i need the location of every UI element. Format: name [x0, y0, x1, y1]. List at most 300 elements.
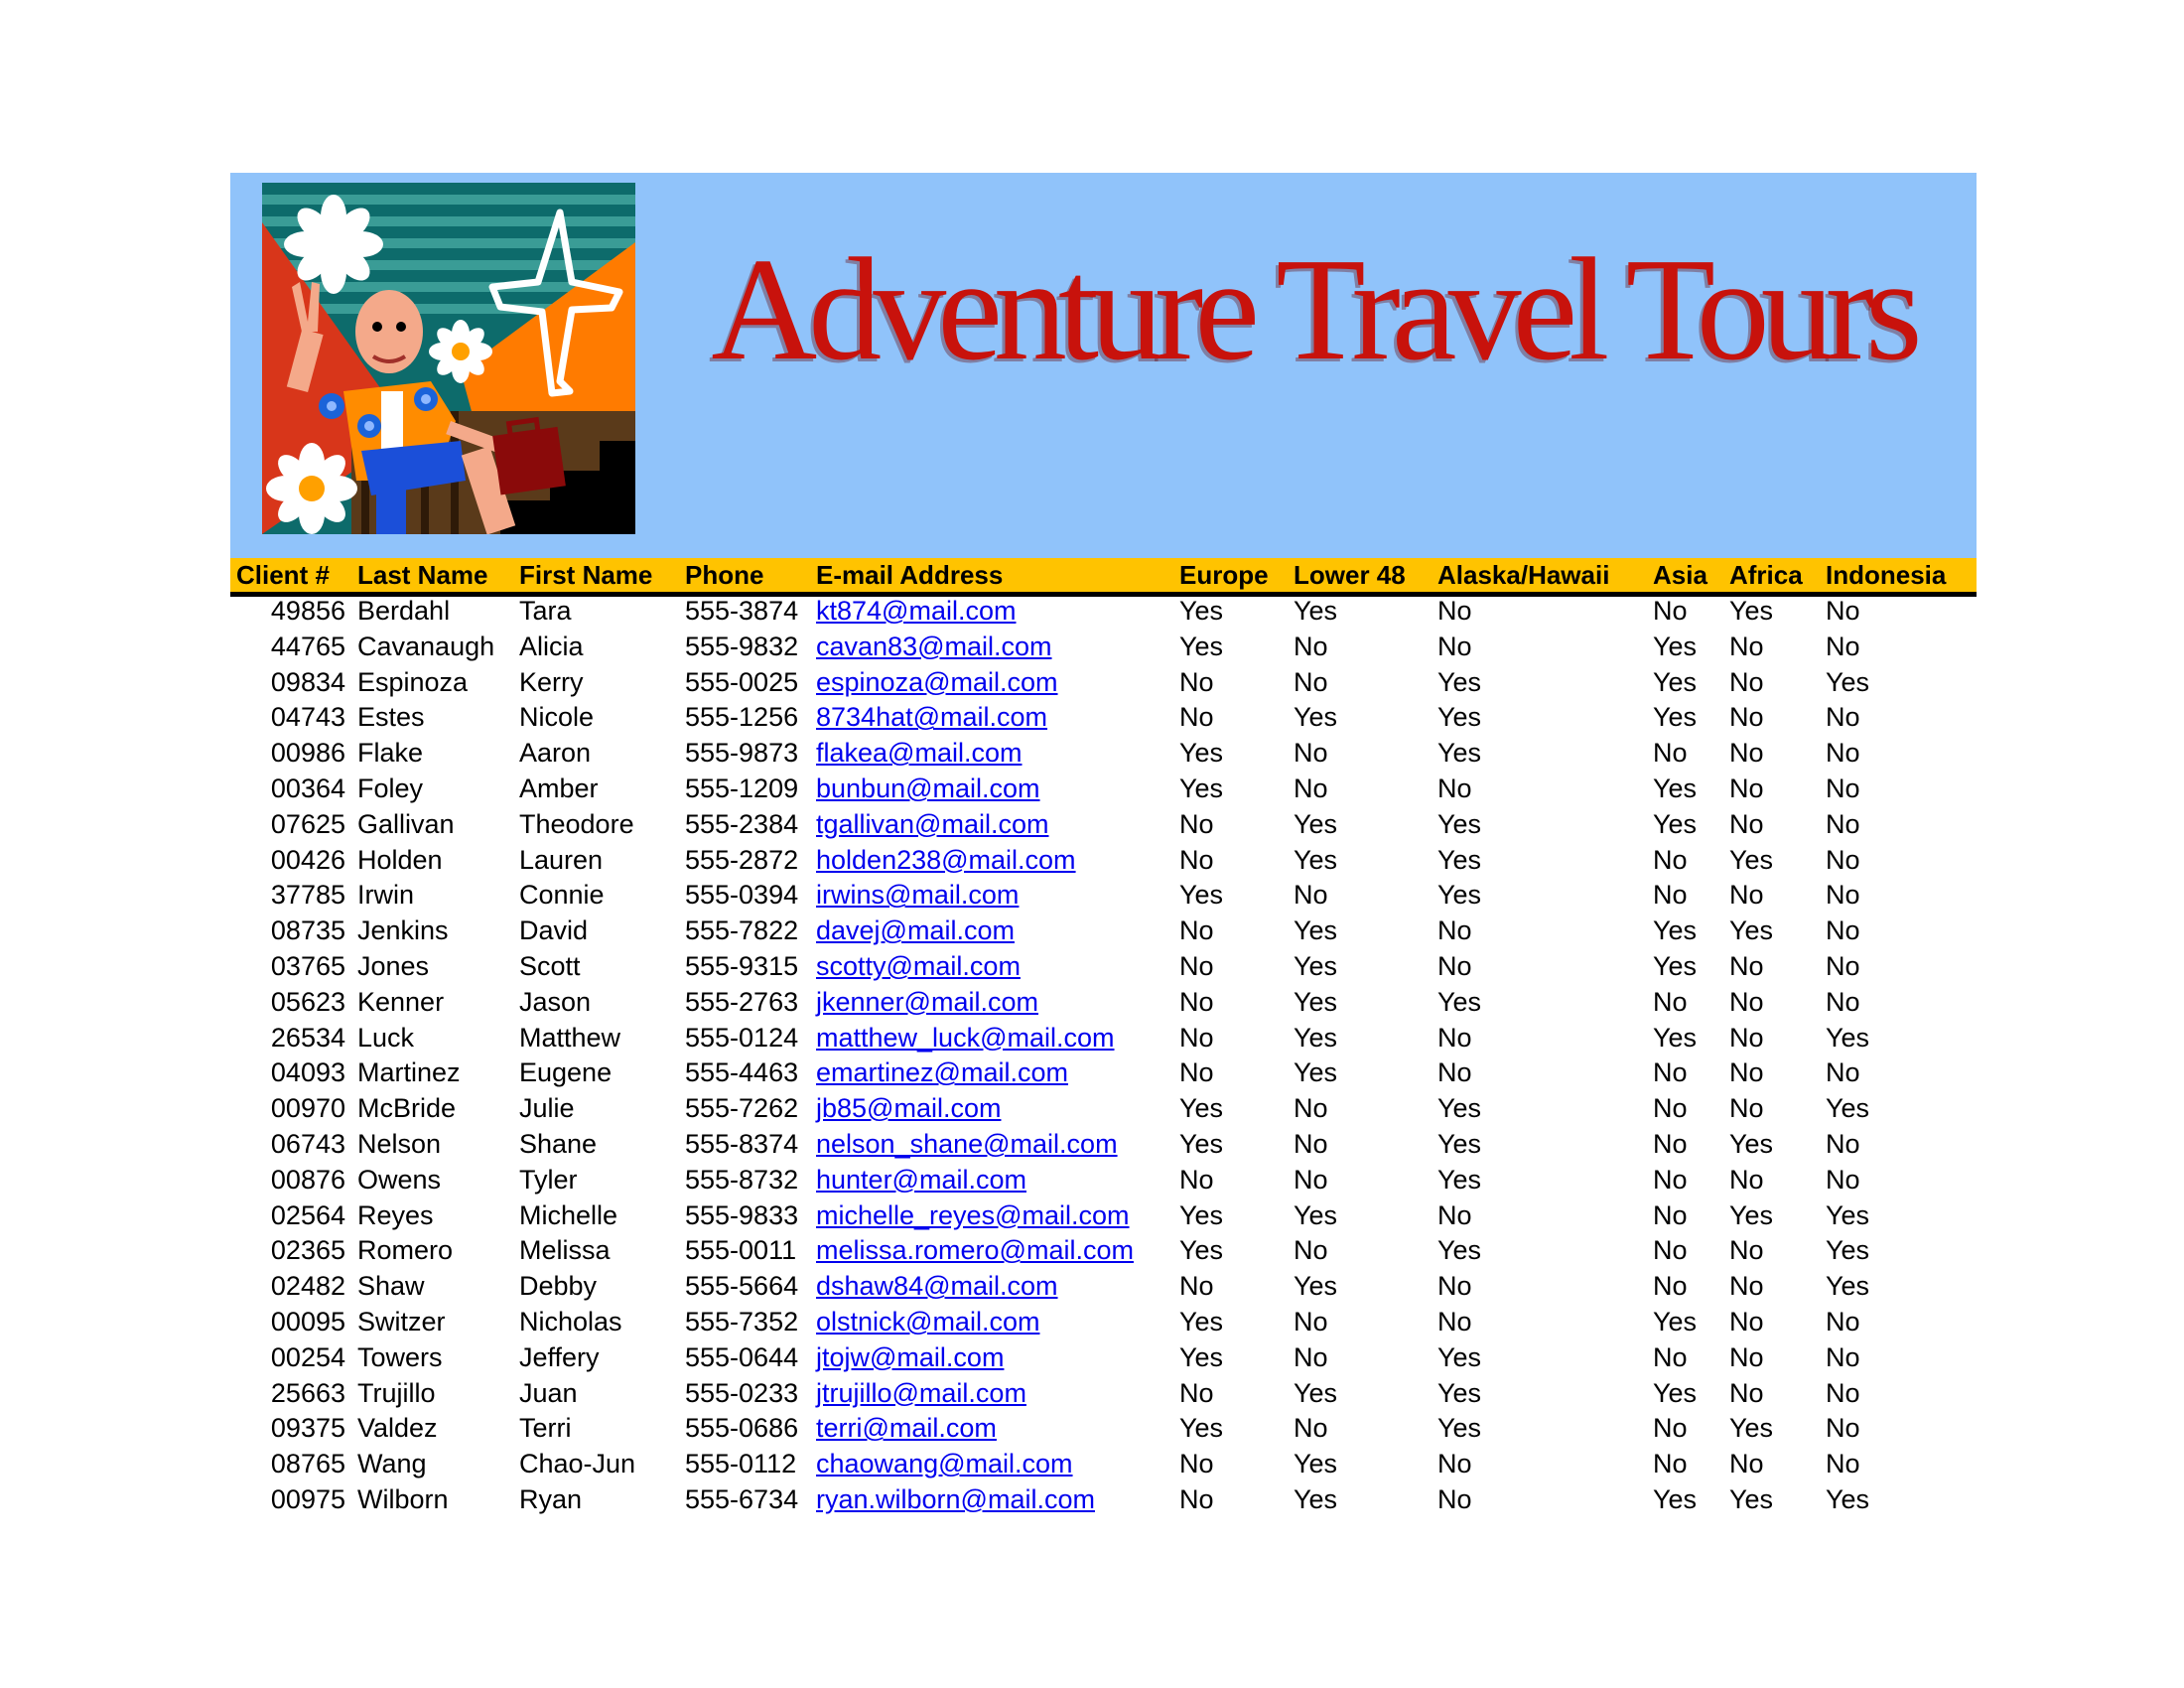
table-row: [0, 1091, 2184, 1127]
table-row: [0, 665, 2184, 701]
column-header-first-name: First Name: [519, 560, 653, 590]
client-number-cell: 09375: [270, 1413, 345, 1444]
africa-cell: No: [1729, 1306, 1764, 1336]
last-name-cell: Trujillo: [357, 1377, 436, 1408]
email-cell[interactable]: jtojw@mail.com: [816, 1341, 1005, 1372]
alaska-hawaii-cell: No: [1437, 631, 1472, 661]
last-name-cell: Berdahl: [357, 596, 451, 626]
lower-48-cell: No: [1294, 1093, 1328, 1124]
lower-48-cell: Yes: [1294, 702, 1338, 733]
email-cell[interactable]: irwins@mail.com: [816, 880, 1020, 911]
phone-cell: 555-9315: [685, 950, 799, 981]
alaska-hawaii-cell: Yes: [1437, 1377, 1482, 1408]
table-row: [0, 985, 2184, 1021]
first-name-cell: Amber: [519, 773, 599, 803]
alaska-hawaii-cell: Yes: [1437, 702, 1482, 733]
phone-cell: 555-9873: [685, 738, 799, 769]
lower-48-cell: No: [1294, 631, 1328, 661]
indonesia-cell: No: [1826, 880, 1860, 911]
last-name-cell: Gallivan: [357, 808, 455, 839]
first-name-cell: Jason: [519, 986, 592, 1017]
indonesia-cell: Yes: [1826, 1271, 1870, 1302]
client-table: [0, 594, 2184, 1518]
first-name-cell: Jeffery: [519, 1341, 600, 1372]
indonesia-cell: No: [1826, 1128, 1860, 1159]
last-name-cell: Holden: [357, 844, 443, 875]
last-name-cell: Martinez: [357, 1057, 461, 1088]
africa-cell: Yes: [1729, 1128, 1774, 1159]
europe-cell: No: [1179, 1271, 1214, 1302]
alaska-hawaii-cell: Yes: [1437, 1128, 1482, 1159]
table-row: [0, 1482, 2184, 1518]
africa-cell: Yes: [1729, 1199, 1774, 1230]
email-cell[interactable]: olstnick@mail.com: [816, 1306, 1040, 1336]
first-name-cell: Debby: [519, 1271, 598, 1302]
table-row: [0, 1055, 2184, 1091]
lower-48-cell: Yes: [1294, 1199, 1338, 1230]
last-name-cell: Espinoza: [357, 666, 469, 697]
africa-cell: No: [1729, 702, 1764, 733]
first-name-cell: Lauren: [519, 844, 604, 875]
phone-cell: 555-6734: [685, 1483, 799, 1514]
column-header-indonesia: Indonesia: [1826, 560, 1947, 590]
client-number-cell: 49856: [270, 596, 345, 626]
client-number-cell: 00970: [270, 1093, 345, 1124]
africa-cell: Yes: [1729, 1413, 1774, 1444]
first-name-cell: Alicia: [519, 631, 584, 661]
client-number-cell: 44765: [270, 631, 345, 661]
alaska-hawaii-cell: Yes: [1437, 844, 1482, 875]
first-name-cell: Ryan: [519, 1483, 583, 1514]
column-header-africa: Africa: [1729, 560, 1803, 590]
client-number-cell: 03765: [270, 950, 345, 981]
asia-cell: No: [1653, 596, 1688, 626]
email-cell[interactable]: jb85@mail.com: [816, 1093, 1002, 1124]
phone-cell: 555-5664: [685, 1271, 799, 1302]
first-name-cell: Kerry: [519, 666, 584, 697]
table-row: [0, 1340, 2184, 1376]
email-cell[interactable]: terri@mail.com: [816, 1413, 997, 1444]
last-name-cell: McBride: [357, 1093, 457, 1124]
alaska-hawaii-cell: Yes: [1437, 986, 1482, 1017]
alaska-hawaii-cell: Yes: [1437, 738, 1482, 769]
last-name-cell: Nelson: [357, 1128, 442, 1159]
europe-cell: No: [1179, 808, 1214, 839]
alaska-hawaii-cell: No: [1437, 1306, 1472, 1336]
africa-cell: No: [1729, 808, 1764, 839]
email-cell[interactable]: jkenner@mail.com: [816, 986, 1038, 1017]
europe-cell: No: [1179, 666, 1214, 697]
alaska-hawaii-cell: No: [1437, 1057, 1472, 1088]
indonesia-cell: Yes: [1826, 666, 1870, 697]
last-name-cell: Reyes: [357, 1199, 434, 1230]
africa-cell: No: [1729, 1057, 1764, 1088]
alaska-hawaii-cell: Yes: [1437, 808, 1482, 839]
last-name-cell: Estes: [357, 702, 425, 733]
indonesia-cell: No: [1826, 1306, 1860, 1336]
last-name-cell: Luck: [357, 1022, 415, 1053]
lower-48-cell: No: [1294, 666, 1328, 697]
client-number-cell: 00095: [270, 1306, 345, 1336]
lower-48-cell: No: [1294, 1164, 1328, 1195]
first-name-cell: Chao-Jun: [519, 1449, 636, 1479]
email-cell[interactable]: holden238@mail.com: [816, 844, 1076, 875]
indonesia-cell: No: [1826, 1164, 1860, 1195]
europe-cell: No: [1179, 915, 1214, 946]
table-row: [0, 736, 2184, 772]
asia-cell: Yes: [1653, 1022, 1698, 1053]
asia-cell: Yes: [1653, 808, 1698, 839]
alaska-hawaii-cell: Yes: [1437, 666, 1482, 697]
last-name-cell: Towers: [357, 1341, 443, 1372]
africa-cell: No: [1729, 1341, 1764, 1372]
client-number-cell: 04093: [270, 1057, 345, 1088]
table-row: [0, 1269, 2184, 1305]
indonesia-cell: No: [1826, 738, 1860, 769]
table-row: [0, 1376, 2184, 1412]
last-name-cell: Owens: [357, 1164, 442, 1195]
asia-cell: No: [1653, 1271, 1688, 1302]
email-cell[interactable]: bunbun@mail.com: [816, 773, 1040, 803]
email-cell[interactable]: chaowang@mail.com: [816, 1449, 1073, 1479]
lower-48-cell: Yes: [1294, 1057, 1338, 1088]
column-header-last-name: Last Name: [357, 560, 488, 590]
phone-cell: 555-2384: [685, 808, 799, 839]
lower-48-cell: No: [1294, 1341, 1328, 1372]
asia-cell: Yes: [1653, 950, 1698, 981]
table-row: [0, 807, 2184, 843]
europe-cell: No: [1179, 702, 1214, 733]
column-header-phone: Phone: [685, 560, 764, 590]
client-number-cell: 09834: [270, 666, 345, 697]
last-name-cell: Valdez: [357, 1413, 438, 1444]
asia-cell: No: [1653, 1199, 1688, 1230]
africa-cell: No: [1729, 880, 1764, 911]
client-number-cell: 00975: [270, 1483, 345, 1514]
alaska-hawaii-cell: Yes: [1437, 1093, 1482, 1124]
asia-cell: Yes: [1653, 702, 1698, 733]
last-name-cell: Jones: [357, 950, 430, 981]
europe-cell: Yes: [1179, 738, 1224, 769]
last-name-cell: Wang: [357, 1449, 427, 1479]
europe-cell: No: [1179, 950, 1214, 981]
europe-cell: No: [1179, 844, 1214, 875]
alaska-hawaii-cell: No: [1437, 950, 1472, 981]
column-header-europe: Europe: [1179, 560, 1269, 590]
email-cell[interactable]: cavan83@mail.com: [816, 631, 1052, 661]
europe-cell: No: [1179, 1164, 1214, 1195]
email-cell[interactable]: espinoza@mail.com: [816, 666, 1058, 697]
table-row: [0, 630, 2184, 665]
client-number-cell: 00426: [270, 844, 345, 875]
lower-48-cell: No: [1294, 738, 1328, 769]
lower-48-cell: Yes: [1294, 1377, 1338, 1408]
asia-cell: No: [1653, 1341, 1688, 1372]
last-name-cell: Irwin: [357, 880, 415, 911]
indonesia-cell: No: [1826, 631, 1860, 661]
indonesia-cell: Yes: [1826, 1093, 1870, 1124]
first-name-cell: Eugene: [519, 1057, 613, 1088]
phone-cell: 555-1209: [685, 773, 799, 803]
europe-cell: Yes: [1179, 1128, 1224, 1159]
alaska-hawaii-cell: No: [1437, 1022, 1472, 1053]
table-row: [0, 1411, 2184, 1447]
table-row: [0, 914, 2184, 949]
asia-cell: No: [1653, 738, 1688, 769]
phone-cell: 555-8374: [685, 1128, 799, 1159]
africa-cell: No: [1729, 1449, 1764, 1479]
phone-cell: 555-0025: [685, 666, 799, 697]
last-name-cell: Kenner: [357, 986, 445, 1017]
phone-cell: 555-7352: [685, 1306, 799, 1336]
africa-cell: No: [1729, 1377, 1764, 1408]
europe-cell: Yes: [1179, 1306, 1224, 1336]
phone-cell: 555-2763: [685, 986, 799, 1017]
email-cell[interactable]: michelle_reyes@mail.com: [816, 1199, 1130, 1230]
email-cell[interactable]: hunter@mail.com: [816, 1164, 1026, 1195]
last-name-cell: Wilborn: [357, 1483, 449, 1514]
lower-48-cell: No: [1294, 1413, 1328, 1444]
alaska-hawaii-cell: No: [1437, 1483, 1472, 1514]
phone-cell: 555-0644: [685, 1341, 799, 1372]
lower-48-cell: Yes: [1294, 1022, 1338, 1053]
client-number-cell: 07625: [270, 808, 345, 839]
first-name-cell: Aaron: [519, 738, 592, 769]
table-row: [0, 700, 2184, 736]
lower-48-cell: Yes: [1294, 950, 1338, 981]
lower-48-cell: No: [1294, 773, 1328, 803]
client-number-cell: 37785: [270, 880, 345, 911]
table-row: [0, 878, 2184, 914]
email-cell[interactable]: matthew_luck@mail.com: [816, 1022, 1115, 1053]
client-number-cell: 02365: [270, 1235, 345, 1266]
europe-cell: No: [1179, 986, 1214, 1017]
email-cell[interactable]: nelson_shane@mail.com: [816, 1128, 1118, 1159]
phone-cell: 555-0112: [685, 1449, 797, 1479]
indonesia-cell: Yes: [1826, 1199, 1870, 1230]
last-name-cell: Foley: [357, 773, 424, 803]
first-name-cell: David: [519, 915, 589, 946]
lower-48-cell: Yes: [1294, 986, 1338, 1017]
last-name-cell: Flake: [357, 738, 424, 769]
client-number-cell: 06743: [270, 1128, 345, 1159]
asia-cell: No: [1653, 986, 1688, 1017]
lower-48-cell: No: [1294, 1306, 1328, 1336]
alaska-hawaii-cell: Yes: [1437, 1164, 1482, 1195]
phone-cell: 555-9833: [685, 1199, 799, 1230]
first-name-cell: Tara: [519, 596, 572, 626]
table-row: [0, 772, 2184, 807]
table-row: [0, 1127, 2184, 1163]
africa-cell: Yes: [1729, 1483, 1774, 1514]
asia-cell: No: [1653, 1164, 1688, 1195]
client-number-cell: 08765: [270, 1449, 345, 1479]
column-header-client-number: Client #: [236, 560, 330, 590]
africa-cell: No: [1729, 1235, 1764, 1266]
africa-cell: No: [1729, 1093, 1764, 1124]
table-row: [0, 1233, 2184, 1269]
table-row: [0, 1163, 2184, 1198]
table-row: [0, 1021, 2184, 1056]
column-header-alaska-hawaii: Alaska/Hawaii: [1437, 560, 1610, 590]
first-name-cell: Scott: [519, 950, 581, 981]
africa-cell: Yes: [1729, 844, 1774, 875]
indonesia-cell: No: [1826, 773, 1860, 803]
table-row: [0, 594, 2184, 630]
alaska-hawaii-cell: No: [1437, 1199, 1472, 1230]
africa-cell: No: [1729, 1022, 1764, 1053]
phone-cell: 555-9832: [685, 631, 799, 661]
asia-cell: Yes: [1653, 666, 1698, 697]
phone-cell: 555-8732: [685, 1164, 799, 1195]
indonesia-cell: No: [1826, 808, 1860, 839]
client-number-cell: 00364: [270, 773, 345, 803]
europe-cell: No: [1179, 1483, 1214, 1514]
client-number-cell: 04743: [270, 702, 345, 733]
first-name-cell: Nicole: [519, 702, 595, 733]
email-cell[interactable]: scotty@mail.com: [816, 950, 1021, 981]
africa-cell: Yes: [1729, 596, 1774, 626]
indonesia-cell: No: [1826, 915, 1860, 946]
europe-cell: No: [1179, 1057, 1214, 1088]
first-name-cell: Shane: [519, 1128, 598, 1159]
phone-cell: 555-3874: [685, 596, 799, 626]
lower-48-cell: Yes: [1294, 1483, 1338, 1514]
indonesia-cell: Yes: [1826, 1483, 1870, 1514]
asia-cell: No: [1653, 1235, 1688, 1266]
phone-cell: 555-0233: [685, 1377, 799, 1408]
indonesia-cell: No: [1826, 702, 1860, 733]
email-cell[interactable]: kt874@mail.com: [816, 596, 1017, 626]
indonesia-cell: Yes: [1826, 1022, 1870, 1053]
phone-cell: 555-0011: [685, 1235, 797, 1266]
alaska-hawaii-cell: Yes: [1437, 1413, 1482, 1444]
email-cell[interactable]: jtrujillo@mail.com: [816, 1377, 1026, 1408]
phone-cell: 555-7822: [685, 915, 799, 946]
first-name-cell: Julie: [519, 1093, 575, 1124]
europe-cell: Yes: [1179, 631, 1224, 661]
asia-cell: Yes: [1653, 1483, 1698, 1514]
email-cell[interactable]: emartinez@mail.com: [816, 1057, 1068, 1088]
indonesia-cell: No: [1826, 1449, 1860, 1479]
phone-cell: 555-7262: [685, 1093, 799, 1124]
indonesia-cell: No: [1826, 986, 1860, 1017]
email-cell[interactable]: dshaw84@mail.com: [816, 1271, 1058, 1302]
asia-cell: No: [1653, 844, 1688, 875]
email-cell[interactable]: tgallivan@mail.com: [816, 808, 1049, 839]
table-row: [0, 1447, 2184, 1482]
europe-cell: No: [1179, 1449, 1214, 1479]
indonesia-cell: No: [1826, 1413, 1860, 1444]
first-name-cell: Connie: [519, 880, 605, 911]
client-number-cell: 00254: [270, 1341, 345, 1372]
asia-cell: Yes: [1653, 773, 1698, 803]
indonesia-cell: No: [1826, 844, 1860, 875]
africa-cell: No: [1729, 738, 1764, 769]
lower-48-cell: No: [1294, 880, 1328, 911]
indonesia-cell: No: [1826, 1377, 1860, 1408]
africa-cell: No: [1729, 1271, 1764, 1302]
africa-cell: No: [1729, 631, 1764, 661]
europe-cell: Yes: [1179, 773, 1224, 803]
asia-cell: Yes: [1653, 631, 1698, 661]
africa-cell: No: [1729, 1164, 1764, 1195]
indonesia-cell: No: [1826, 950, 1860, 981]
first-name-cell: Juan: [519, 1377, 578, 1408]
phone-cell: 555-0124: [685, 1022, 799, 1053]
last-name-cell: Romero: [357, 1235, 454, 1266]
europe-cell: Yes: [1179, 1413, 1224, 1444]
first-name-cell: Theodore: [519, 808, 634, 839]
first-name-cell: Terri: [519, 1413, 572, 1444]
alaska-hawaii-cell: No: [1437, 915, 1472, 946]
lower-48-cell: Yes: [1294, 915, 1338, 946]
client-number-cell: 02482: [270, 1271, 345, 1302]
page-title: Adventure Travel Tours: [711, 228, 1914, 391]
alaska-hawaii-cell: No: [1437, 596, 1472, 626]
lower-48-cell: Yes: [1294, 596, 1338, 626]
client-number-cell: 00986: [270, 738, 345, 769]
asia-cell: No: [1653, 1093, 1688, 1124]
phone-cell: 555-0394: [685, 880, 799, 911]
first-name-cell: Michelle: [519, 1199, 618, 1230]
table-row: [0, 949, 2184, 985]
asia-cell: No: [1653, 1413, 1688, 1444]
email-cell[interactable]: ryan.wilborn@mail.com: [816, 1483, 1095, 1514]
asia-cell: No: [1653, 1449, 1688, 1479]
column-header-asia: Asia: [1653, 560, 1707, 590]
africa-cell: No: [1729, 986, 1764, 1017]
table-row: [0, 843, 2184, 879]
table-header: [230, 558, 1977, 597]
lower-48-cell: No: [1294, 1128, 1328, 1159]
alaska-hawaii-cell: No: [1437, 1271, 1472, 1302]
first-name-cell: Matthew: [519, 1022, 621, 1053]
indonesia-cell: No: [1826, 1057, 1860, 1088]
last-name-cell: Switzer: [357, 1306, 446, 1336]
first-name-cell: Tyler: [519, 1164, 578, 1195]
indonesia-cell: Yes: [1826, 1235, 1870, 1266]
alaska-hawaii-cell: Yes: [1437, 880, 1482, 911]
asia-cell: Yes: [1653, 915, 1698, 946]
europe-cell: No: [1179, 1022, 1214, 1053]
alaska-hawaii-cell: No: [1437, 773, 1472, 803]
asia-cell: No: [1653, 1057, 1688, 1088]
client-number-cell: 05623: [270, 986, 345, 1017]
asia-cell: Yes: [1653, 1377, 1698, 1408]
table-row: [0, 1305, 2184, 1340]
client-number-cell: 26534: [270, 1022, 345, 1053]
phone-cell: 555-0686: [685, 1413, 799, 1444]
first-name-cell: Melissa: [519, 1235, 611, 1266]
column-header-email: E-mail Address: [816, 560, 1004, 590]
email-cell[interactable]: davej@mail.com: [816, 915, 1015, 946]
alaska-hawaii-cell: Yes: [1437, 1341, 1482, 1372]
email-cell[interactable]: 8734hat@mail.com: [816, 702, 1048, 733]
email-cell[interactable]: flakea@mail.com: [816, 738, 1023, 769]
phone-cell: 555-4463: [685, 1057, 799, 1088]
email-cell[interactable]: melissa.romero@mail.com: [816, 1235, 1134, 1266]
table-row: [0, 1198, 2184, 1234]
europe-cell: Yes: [1179, 1199, 1224, 1230]
europe-cell: No: [1179, 1377, 1214, 1408]
indonesia-cell: No: [1826, 1341, 1860, 1372]
europe-cell: Yes: [1179, 1235, 1224, 1266]
indonesia-cell: No: [1826, 596, 1860, 626]
client-number-cell: 00876: [270, 1164, 345, 1195]
lower-48-cell: Yes: [1294, 844, 1338, 875]
africa-cell: No: [1729, 950, 1764, 981]
